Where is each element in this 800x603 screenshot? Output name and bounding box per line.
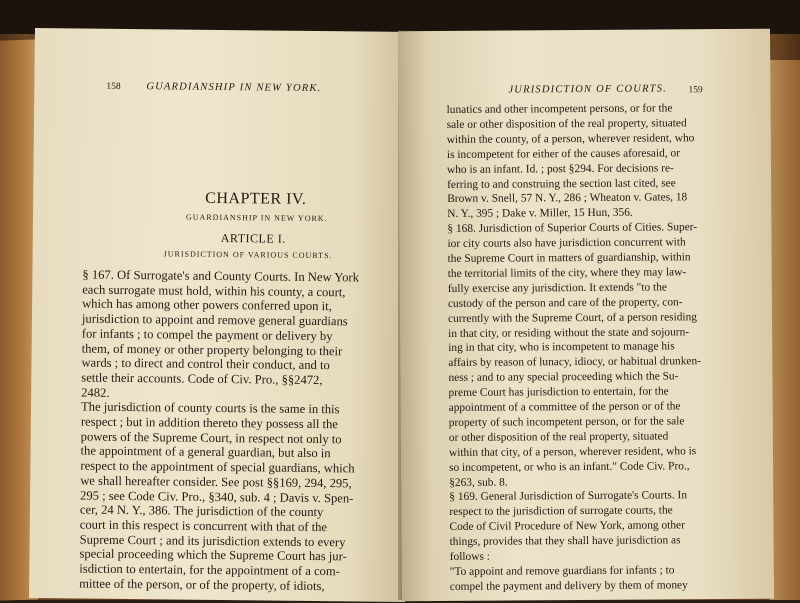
- text-line: which has among other powers conferred upon it,: [82, 296, 332, 314]
- text-line: wards ; to direct and control their conduct, and to: [81, 355, 330, 373]
- text-line: in that city, or residing without the state and sojourn-: [448, 325, 690, 340]
- text-line: preme Court has jurisdiction to entertain, for the: [448, 385, 669, 400]
- text-line: ferring to and construing the section last cited, see: [447, 176, 676, 191]
- text-line: so incompetent, or who is an infant." Code Civ. Pro.,: [449, 459, 690, 474]
- left-running-head: GUARDIANSHIP IN NEW YORK.: [146, 81, 322, 95]
- text-line: fully exercise any jurisdiction. It extends "to the: [447, 281, 667, 295]
- text-line: within the county, of a person, wherever resident, who: [446, 132, 695, 146]
- text-line: mittee of the person, or of the property, of idiots,: [79, 576, 325, 593]
- text-line: § 169. General Jurisdiction of Surrogate's Courts. In: [449, 489, 688, 504]
- text-line: settle their accounts. Code of Civ. Pro., §§2472,: [81, 370, 323, 387]
- text-line: for infants ; to compel the payment or delivery by: [81, 326, 333, 343]
- text-line: N. Y., 395 ; Dake v. Miller, 15 Hun, 356.: [447, 206, 633, 221]
- left-page-number: 158: [106, 81, 121, 92]
- text-line: jurisdiction to appoint and remove general guardians: [81, 311, 348, 329]
- text-line: respect to the jurisdiction of surrogate courts, the: [449, 504, 673, 519]
- chapter-heading: CHAPTER IV.: [205, 189, 307, 208]
- book-cover-right: [770, 60, 800, 600]
- text-line: who is an infant. Id. ; post §294. For decisions re-: [446, 161, 674, 176]
- article-heading: ARTICLE I.: [220, 231, 286, 246]
- chapter-subtitle: GUARDIANSHIP IN NEW YORK.: [185, 212, 328, 224]
- text-line: we shall hereafter consider. See post §§169, 294, 295,: [80, 473, 352, 491]
- text-line: custody of the person and care of the property, con-: [447, 296, 683, 310]
- right-page-number: 159: [688, 85, 703, 96]
- text-line: respect to the appointment of special guardians, which: [80, 458, 355, 476]
- text-line: within that city, of a person, wherever resident, who is: [448, 444, 697, 459]
- text-line: Supreme Court ; and its jurisdiction extends to every: [79, 532, 346, 549]
- text-line: compel the payment and delivery by them of money: [449, 579, 688, 593]
- text-line: § 168. Jurisdiction of Superior Courts of Cities. Super-: [447, 221, 698, 236]
- text-line: special proceeding which the Supreme Court has jur-: [79, 546, 347, 564]
- text-line: ing in that city, who is incompetent to manage his: [448, 340, 675, 355]
- text-line: respect ; but in addition thereto they possess all the: [80, 414, 339, 432]
- right-page: [398, 29, 774, 602]
- text-line: the appointment of a general guardian, but also in: [80, 443, 331, 461]
- text-line: "To appoint and remove guardians for infants ; to: [449, 564, 675, 578]
- text-line: isdiction to entertain, for the appointment of a com-: [79, 561, 340, 579]
- article-subtitle: JURISDICTION OF VARIOUS COURTS.: [163, 249, 333, 261]
- text-line: things, provides that they shall have jurisdiction as: [449, 534, 681, 549]
- text-line: follows :: [449, 550, 490, 563]
- text-line: 2482.: [81, 385, 110, 400]
- text-line: each surrogate must hold, within his county, a court,: [82, 282, 346, 300]
- text-line: appointment of a committee of the person or of the: [448, 400, 681, 414]
- text-line: § 167. Of Surrogate's and County Courts. In New York: [82, 267, 360, 285]
- text-line: ior city courts also have jurisdiction concurrent with: [447, 236, 686, 251]
- text-line: property of such incompetent person, or for the sale: [448, 415, 685, 429]
- left-page: [29, 28, 411, 602]
- text-line: lunatics and other incompetent persons, or for the: [446, 102, 673, 116]
- text-line: ness ; and to any special proceeding which the Su-: [448, 370, 679, 385]
- right-body-text: [447, 101, 770, 603]
- text-line: affairs by reason of lunacy, idiocy, or habitual drunken-: [448, 355, 701, 370]
- text-line: them, of money or other property belonging to their: [81, 341, 343, 358]
- text-line: sale or other disposition of the real property, situated: [446, 117, 687, 131]
- text-line: Code of Civil Procedure of New York, among other: [449, 519, 685, 534]
- text-line: Brown v. Snell, 57 N. Y., 286 ; Wheaton v. Gates, 18: [447, 191, 688, 206]
- text-line: powers of the Supreme Court, in respect not only to: [80, 429, 342, 446]
- text-line: court in this respect is concurrent with that of the: [79, 517, 328, 535]
- text-line: is incompetent for either of the causes aforesaid, or: [446, 147, 681, 161]
- text-line: the Supreme Court in matters of guardianship, within: [447, 251, 691, 265]
- text-line: 295 ; see Code Civ. Pro., §340, sub. 4 ; Davis v. Spen-: [80, 488, 354, 505]
- right-running-head: JURISDICTION OF COURTS.: [508, 83, 668, 96]
- text-line: the territorial limits of the city, where they may law-: [447, 266, 687, 280]
- left-body-text: [79, 267, 402, 600]
- text-line: currently with the Supreme Court, of a person residing: [447, 310, 698, 325]
- text-line: or other disposition of the real property, situated: [448, 430, 669, 444]
- text-line: cer, 24 N. Y., 386. The jurisdiction of the county: [79, 502, 324, 520]
- text-line: The jurisdiction of county courts is the same in this: [80, 399, 340, 417]
- text-line: §263, sub. 8.: [449, 476, 508, 489]
